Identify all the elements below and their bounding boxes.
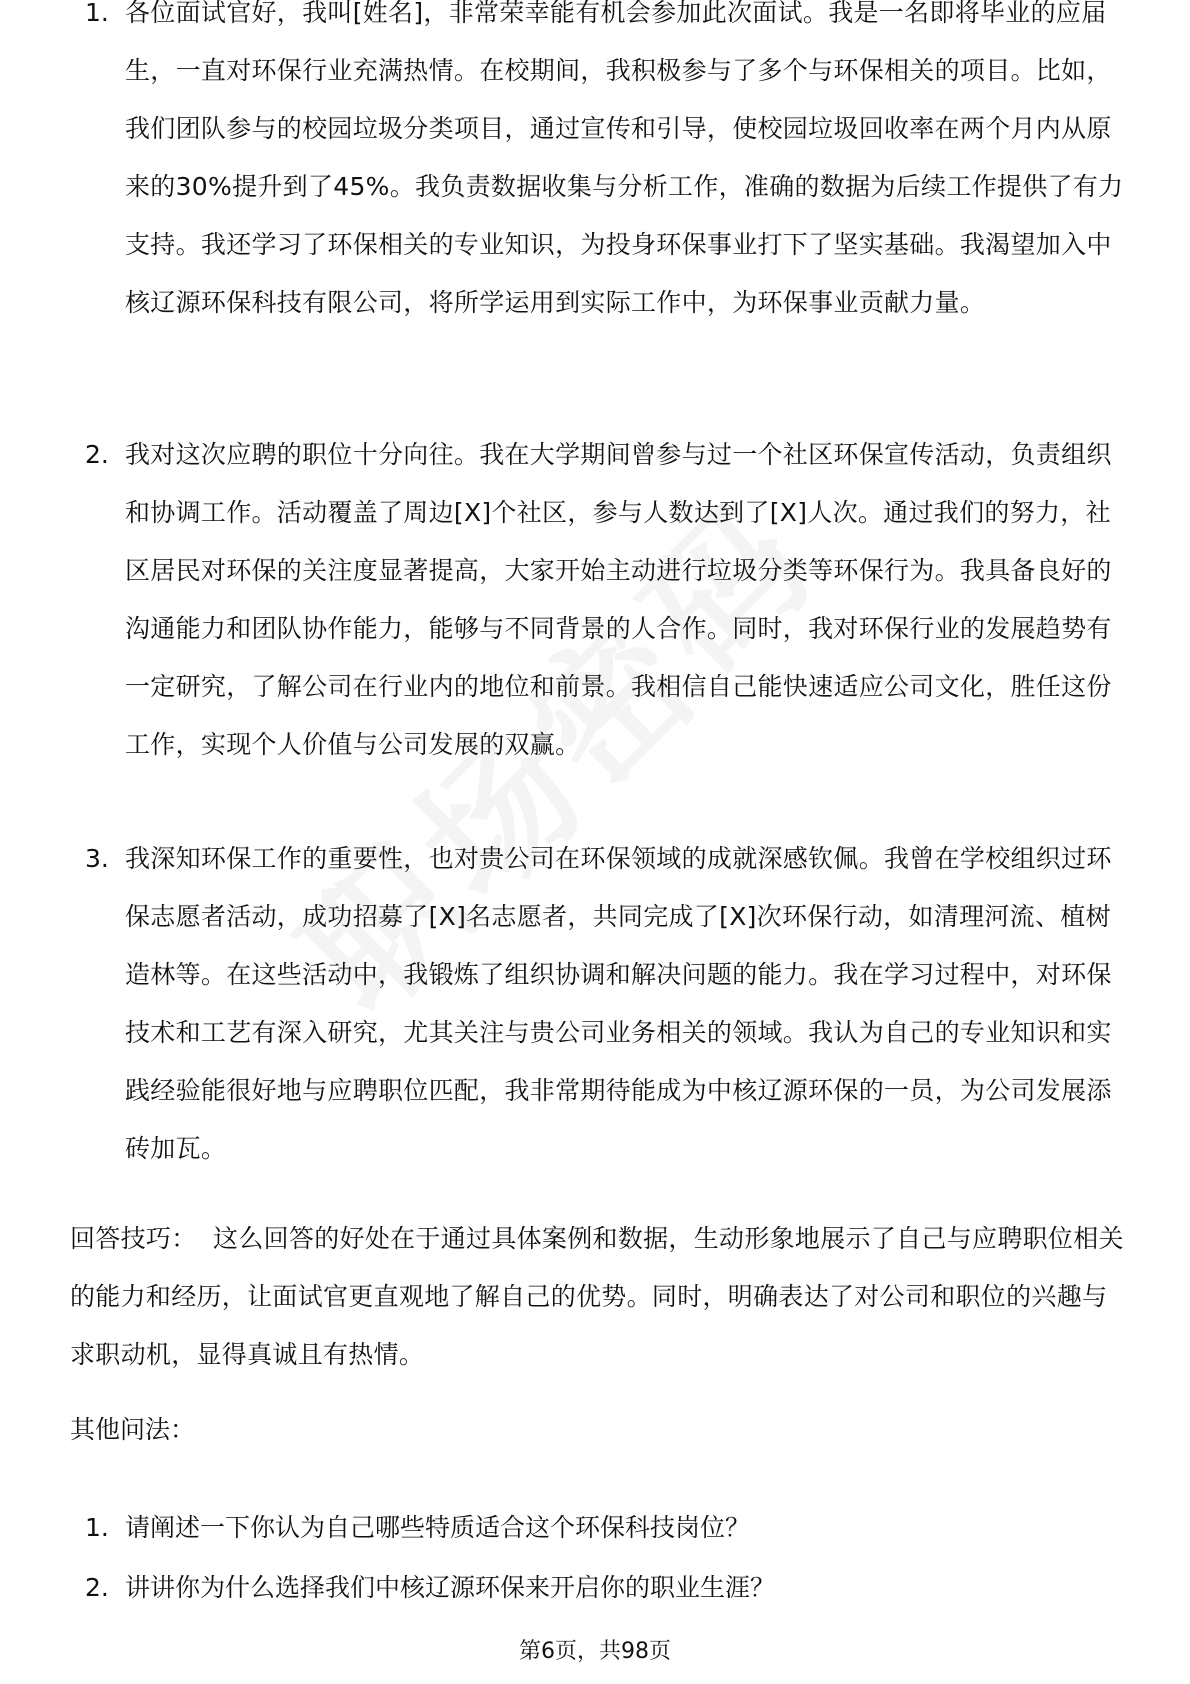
- tip-text: 这么回答的好处在于通过具体案例和数据，生动形象地展示了自己与应聘职位相关的能力和经历，让面试官更直观地了解自己的优势。同时，明确表达了对公司和职位的兴趣与求职动机，显得真诚且有热情。: [70, 1224, 1124, 1369]
- question-text: 请阐述一下你认为自己哪些特质适合这个环保科技岗位？: [125, 1513, 751, 1542]
- question-number: 2.: [85, 1573, 109, 1602]
- other-questions-heading: 其他问法：: [70, 1415, 196, 1444]
- list-item: [85, 426, 1135, 832]
- other-question-item: [85, 1568, 1135, 1608]
- tip-label: 回答技巧：: [70, 1224, 197, 1253]
- answer-tip: [70, 1210, 1130, 1384]
- list-item-text: 我对这次应聘的职位十分向往。我在大学期间曾参与过一个社区环保宣传活动，负责组织和协调工作。活动覆盖了周边[X]个社区，参与人数达到了[X]人次。通过我们的努力，社区居民对环保的关注度显著提高，大家开始主动进行垃圾分类等环保行为。我具备良好的沟通能力和团队协作能力，能够与不同背景的人合作。同时，我对环保行业的发展趋势有一定研究，了解公司在行业内的地位和前景。我相信自己能快速适应公司文化，胜任这份工作，实现个人价值与公司发展的双赢。: [125, 440, 1112, 759]
- list-item-number: 2.: [85, 440, 109, 469]
- list-item: [85, 0, 1135, 390]
- other-question-item: [85, 1508, 1135, 1548]
- list-item-number: 3.: [85, 844, 109, 873]
- list-item-text: 各位面试官好，我叫[姓名]，非常荣幸能有机会参加此次面试。我是一名即将毕业的应届生，一直对环保行业充满热情。在校期间，我积极参与了多个与环保相关的项目。比如，我们团队参与的校园垃圾分类项目，通过宣传和引导，使校园垃圾回收率在两个月内从原来的30%提升到了45%。我负责数据收集与分析工作，准确的数据为后续工作提供了有力支持。我还学习了环保相关的专业知识，为投身环保事业打下了坚实基础。我渴望加入中核辽源环保科技有限公司，将所学运用到实际工作中，为环保事业贡献力量。: [125, 0, 1124, 317]
- page-footer: 第6页，共98页: [519, 1639, 671, 1664]
- list-item-text: 我深知环保工作的重要性，也对贵公司在环保领域的成就深感钦佩。我曾在学校组织过环保志愿者活动，成功招募了[X]名志愿者，共同完成了[X]次环保行动，如清理河流、植树造林等。在这些活动中，我锻炼了组织协调和解决问题的能力。我在学习过程中，对环保技术和工艺有深入研究，尤其关注与贵公司业务相关的领域。我认为自己的专业知识和实践经验能很好地与应聘职位匹配，我非常期待能成为中核辽源环保的一员，为公司发展添砖加瓦。: [125, 844, 1112, 1163]
- question-text: 讲讲你为什么选择我们中核辽源环保来开启你的职业生涯？: [125, 1573, 776, 1602]
- list-item-number: 1.: [85, 0, 109, 27]
- question-number: 1.: [85, 1513, 109, 1542]
- list-item: [85, 830, 1135, 1178]
